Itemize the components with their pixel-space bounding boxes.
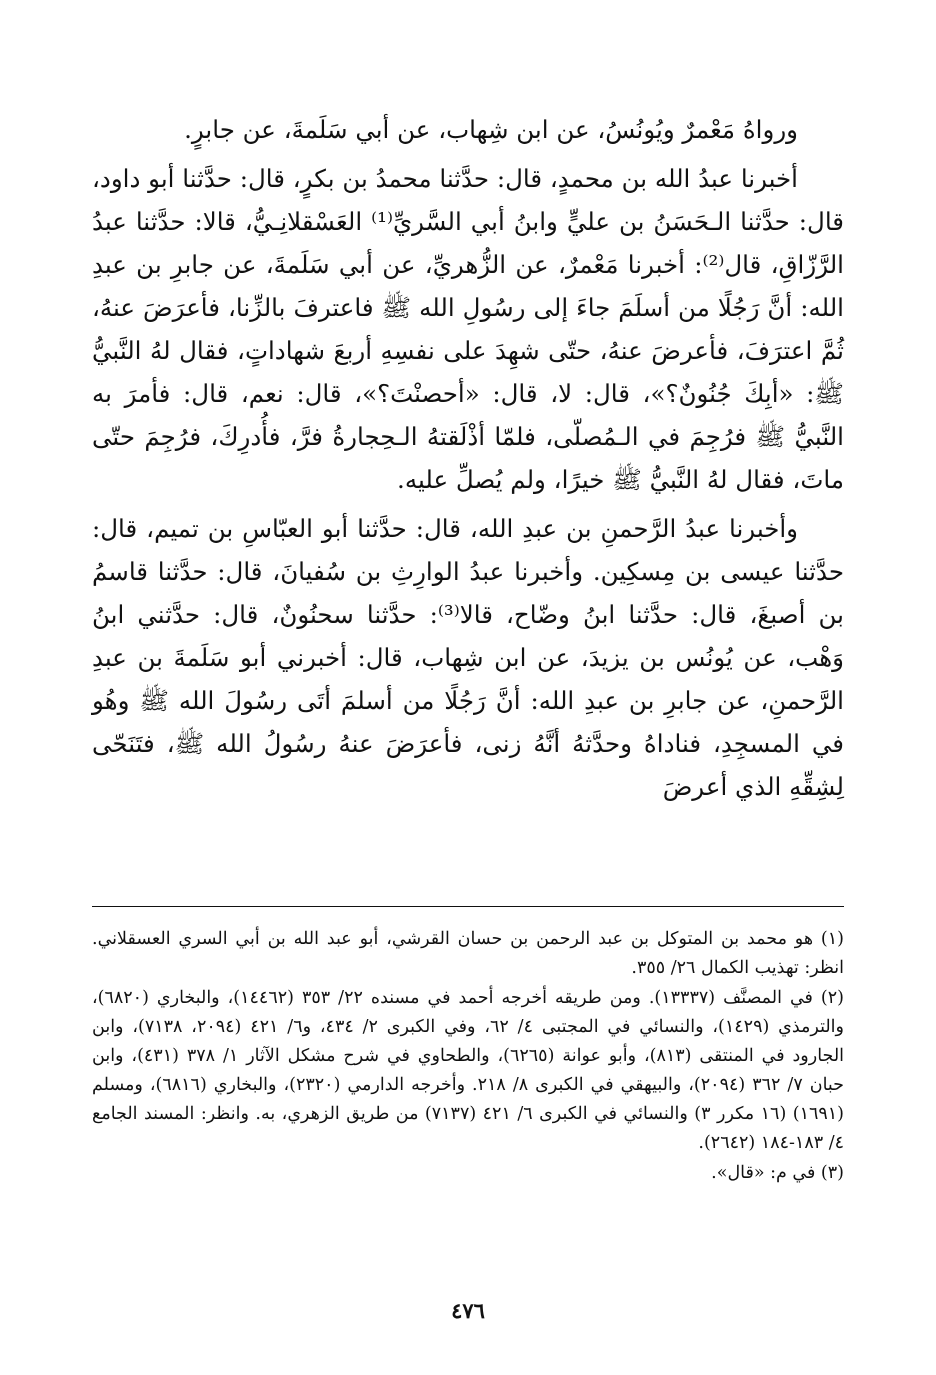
footnote-3: (٣) في م: «قال».	[711, 1163, 844, 1183]
paragraph-3: وأخبرنا عبدُ الرَّحمنِ بن عبدِ الله، قال: حدَّثنا أبو العبّاسِ بن تميم، قال: حدَّثنا عيسى بن مِسكِين. وأخبرنا عبدُ الوارِثِ بن سُفيانَ، قال: حدَّثنا قاسمُ بن أصبغَ، قال: حدَّثنا ابنُ وضّاح، قالا⁽³⁾: حدَّثنا سحنُونٌ، قال: حدَّثني ابنُ وَهْب، عن يُونُس بن يزيدَ، عن ابن شِهاب، قال: أخبرني أبو سَلَمةَ بن عبدِ الرَّحمنِ، عن جابرِ بن عبدِ الله: أنَّ رَجُلًا من أسلمَ أتَى رسُولَ الله ﷺ وهُو في المسجِدِ، فناداهُ وحدَّثهُ أنَّهُ زنى، فأعرَضَ عنهُ رسُولُ الله ﷺ، فتَنَحّى لِشِقِّهِ الذي أعرضَ	[92, 514, 844, 801]
footnote-divider	[92, 906, 844, 907]
paragraph-1: ورواهُ مَعْمرٌ ويُونُسُ، عن ابن شِهاب، عن أبي سَلَمةَ، عن جابرٍ.	[184, 115, 798, 144]
footnotes	[92, 925, 844, 1189]
footnote-1: (١) هو محمد بن المتوكل بن عبد الرحمن بن حسان القرشي، أبو عبد الله بن أبي السري العسقلاني. انظر: تهذيب الكمال ٢٦/ ٣٥٥.	[92, 929, 844, 978]
main-text	[92, 108, 844, 808]
page-number: ٤٧٦	[451, 1298, 485, 1323]
paragraph-2: أخبرنا عبدُ الله بن محمدٍ، قال: حدَّثنا محمدُ بن بكرٍ، قال: حدَّثنا أبو داود، قال: حدَّثنا الـحَسَنُ بن عليٍّ وابنُ أبي السَّريِّ⁽¹⁾ العَسْقلانِـيُّ، قالا: حدَّثنا عبدُ الرَّزّاقِ، قال⁽²⁾: أخبرنا مَعْمرٌ، عن الزُّهريِّ، عن أبي سَلَمةَ، عن جابرِ بن عبدِ الله: أنَّ رَجُلًا من أسلَمَ جاءَ إلى رسُولِ الله ﷺ فاعترفَ بالزِّنا، فأعرَضَ عنهُ، ثُمَّ اعترَفَ، فأعرضَ عنهُ، حتّى شهِدَ على نفسِهِ أربعَ شهاداتٍ، فقال لهُ النَّبيُّ ﷺ: «أبِكَ جُنُونٌ؟»، قال: لا، قال: «أحصنْتَ؟»، قال: نعم، قال: فأمرَ به النَّبيُّ ﷺ فرُجِمَ في الـمُصلّى، فلمّا أذْلَقتهُ الـحِجارةُ فرَّ، فأُدرِكَ، فرُجِمَ حتّى ماتَ، فقال لهُ النَّبيُّ ﷺ خيرًا، ولم يُصلِّ عليه.	[92, 164, 844, 494]
footnote-2: (٢) في المصنَّف (١٣٣٣٧). ومن طريقه أخرجه أحمد في مسنده ٢٢/ ٣٥٣ (١٤٤٦٢)، والبخاري (٦٨٢٠)، والترمذي (١٤٢٩)، والنسائي في المجتبى ٤/ ٦٢، وفي الكبرى ٢/ ٤٣٤، و٦/ ٤٢١ (٢٠٩٤، ٧١٣٨)، وابن الجارود في المنتقى (٨١٣)، وأبو عوانة (٦٢٦٥)، والطحاوي في شرح مشكل الآثار ١/ ٣٧٨ (٤٣١)، وابن حبان ٧/ ٣٦٢ (٢٠٩٤)، والبيهقي في الكبرى ٨/ ٢١٨. وأخرجه الدارمي (٢٣٢٠)، والبخاري (٦٨١٦)، ومسلم (١٦٩١) (١٦ مكرر ٣) والنسائي في الكبرى ٦/ ٤٢١ (٧١٣٧) من طريق الزهري، به. وانظر: المسند الجامع ٤/ ١٨٣-١٨٤ (٢٦٤٢).	[92, 988, 845, 1153]
